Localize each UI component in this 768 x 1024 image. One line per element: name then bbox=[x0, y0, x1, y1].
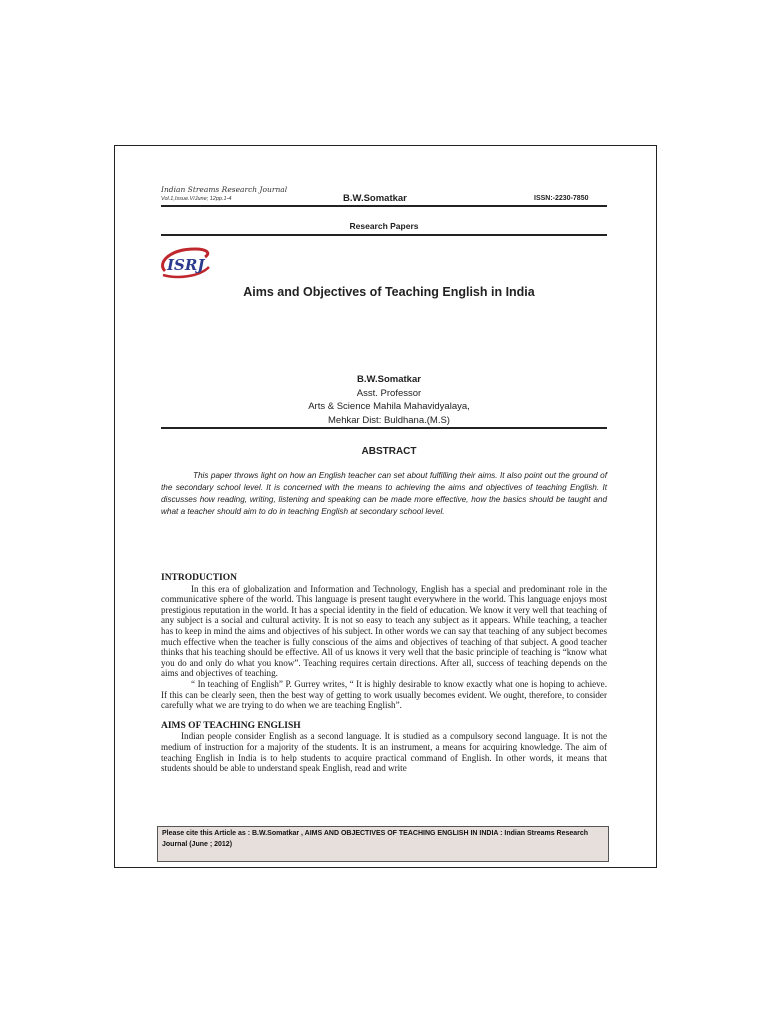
header-author: B.W.Somatkar bbox=[343, 193, 407, 204]
citation-text: Please cite this Article as : B.W.Somatkar , AIMS AND OBJECTIVES OF TEACHING ENGLISH IN INDIA : Indian Streams Research Journal (June ; 2012) bbox=[162, 830, 589, 848]
logo-text: ISRJ bbox=[167, 256, 205, 274]
aims-heading: AIMS OF TEACHING ENGLISH bbox=[161, 720, 301, 731]
journal-name: Indian Streams Research Journal bbox=[161, 185, 288, 194]
author-position: Asst. Professor bbox=[356, 387, 422, 399]
banner-rule bbox=[161, 234, 607, 236]
header-rule bbox=[161, 205, 607, 207]
author-institution: Arts & Science Mahila Mahavidyalaya, bbox=[308, 401, 470, 412]
author-location: Mehkar Dist: Buldhana.(M.S) bbox=[328, 414, 450, 426]
abstract-body bbox=[161, 470, 607, 518]
intro-heading: INTRODUCTION bbox=[161, 573, 238, 583]
abstract-text: This paper throws light on how an English teacher can set about fulfilling their aims. It also point out the ground of the secondary school level. It is concerned with the means to achieving the aims and objectives of teaching English. It discusses how reading, writing, listening and speaking can be made more effective, how the basics should be taught and what a teacher should aim to do in teaching English at secondary school level. bbox=[161, 471, 607, 516]
citation-box bbox=[157, 826, 609, 862]
journal-volume: Vol.1,Issue.V/June; 12pp.1-4 bbox=[161, 196, 232, 202]
aims-paragraph-1: Indian people consider English as a second language. It is studied as a compulsory second language. It is not the medium of instruction for a majority of the students. It is an instrument, a means for acquiring knowledge. The aim of teaching English in India is to help students to acquire practical command of English. In other words, it means that students should be able to understand speak English, read and write bbox=[161, 731, 607, 774]
author-block bbox=[161, 373, 617, 427]
intro-paragraph-1: In this era of globalization and Information and Technology, English has a special and predominant role in the communicative sphere of the world. This language is present taught everywhere in the world. This language enjoys most prestigious reputation in the world. It has a special identity in the field of education. We know it very well that teaching of any subject is a social and cultural activity. It is not so easy to teach any subject as it appears. While teaching, a teacher has to keep in mind the aims and objectives of his subject. In other words we can say that teaching of any subject becomes much effective when the teacher is fully conscious of the aims and objectives of teaching of that subject. A good teacher thinks that his teaching should be effective. All of us knows it very well that the basic principle of teaching is “know what you do and only do what you know”. Teaching requires certain directions. After all, success of teaching depends on the aims and objectives of teaching. bbox=[161, 583, 607, 679]
section-banner: Research Papers bbox=[349, 221, 419, 231]
article-body bbox=[161, 573, 607, 774]
author-name: B.W.Somatkar bbox=[357, 374, 421, 385]
abstract-heading: ABSTRACT bbox=[361, 446, 417, 457]
journal-logo bbox=[155, 245, 213, 281]
paper-title: Aims and Objectives of Teaching English in India bbox=[243, 285, 535, 299]
header-issn: ISSN:-2230-7850 bbox=[534, 195, 589, 202]
author-rule bbox=[161, 427, 607, 429]
intro-paragraph-2: “ In teaching of English” P. Gurrey writes, “ It is highly desirable to know exactly what one is hoping to achieve. If this can be clearly seen, then the best way of getting to work usually becomes evident. We ought, therefore, to consider carefully what we are trying to do when we are teaching English”. bbox=[161, 678, 607, 711]
